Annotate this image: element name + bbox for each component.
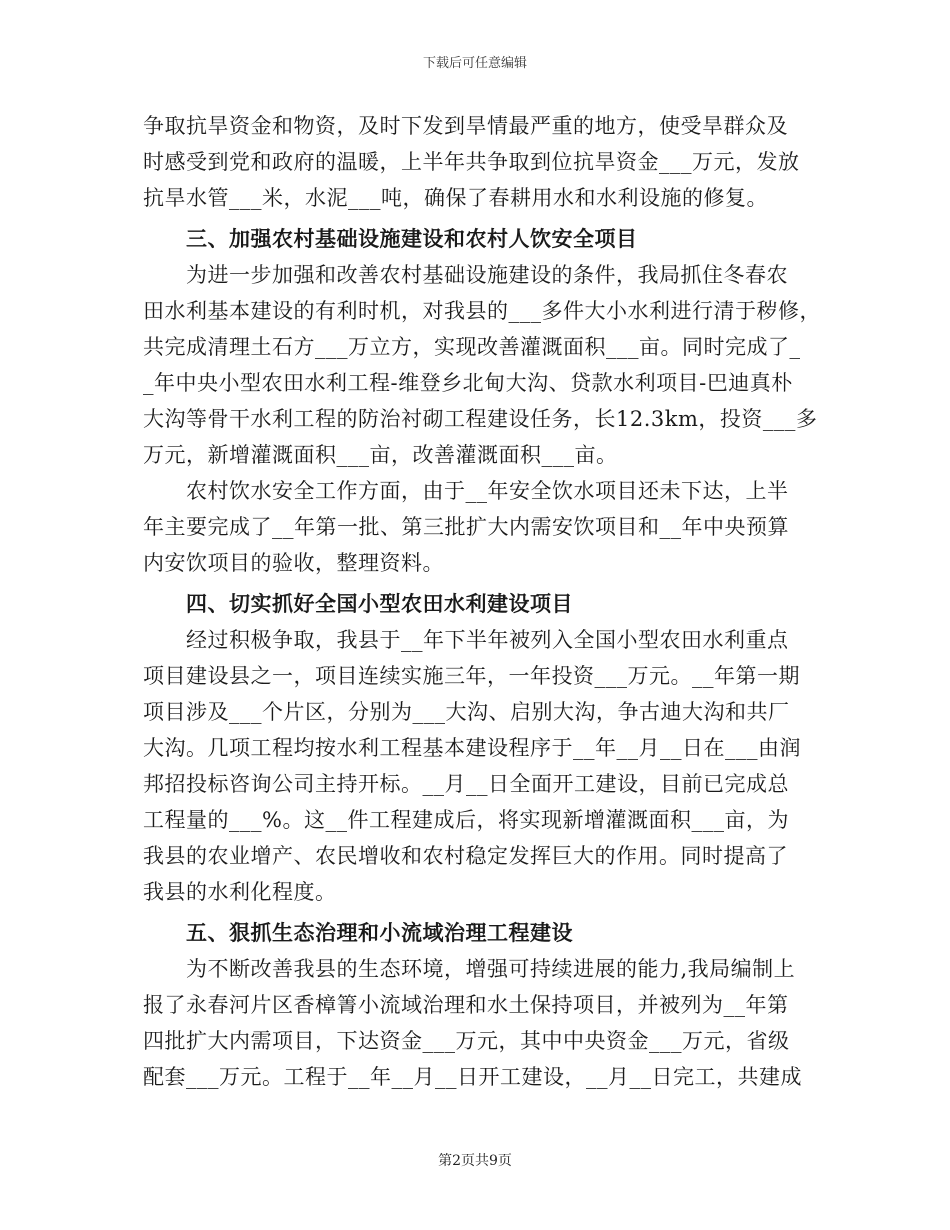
paragraph-line: 项目涉及___个片区，分别为___大沟、启别大沟，争古迪大沟和共厂 [143,700,790,724]
page-header: 下载后可任意编辑 [422,56,527,71]
section-heading: 五、狠抓生态治理和小流域治理工程建设 [186,920,573,945]
paragraph-line: 配套___万元。工程于__年__月__日开工建设，__月__日完工，共建成 [143,1065,802,1089]
paragraph-line: 年主要完成了__年第一批、第三批扩大内需安饮项目和__年中央预算 [143,515,789,539]
paragraph-line: 我县的农业增产、农民增收和农村稳定发挥巨大的作用。同时提高了 [143,844,788,868]
paragraph-line: 争取抗旱资金和物资，及时下发到旱情最严重的地方，使受旱群众及 [143,114,788,138]
paragraph-line: 为不断改善我县的生态环境，增强可持续进展的能力,我局编制上 [186,957,796,981]
paragraph-line: 时感受到党和政府的温暖，上半年共争取到位抗旱资金___万元，发放 [143,150,800,174]
document-body [143,108,821,1095]
page-number: 第2页共9页 [438,1153,512,1169]
paragraph-line: 田水利基本建设的有利时机，对我县的___多件大小水利进行清于秽修， [143,299,821,323]
paragraph-line: 抗旱水管___米，水泥___吨，确保了春耕用水和水利设施的修复。 [143,186,768,210]
paragraph-line: 万元，新增灌溉面积___亩，改善灌溉面积___亩。 [143,443,618,467]
paragraph-line: 内安饮项目的验收，整理资料。 [143,551,444,575]
paragraph-line: 我县的水利化程度。 [143,880,337,904]
paragraph-line: 经过积极争取，我县于__年下半年被列入全国小型农田水利重点 [186,628,789,652]
paragraph-line: 农村饮水安全工作方面，由于__年安全饮水项目还未下达，上半 [186,479,789,503]
paragraph-line: 邦招投标咨询公司主持开标。__月__日全面开工建设，目前已完成总 [143,772,789,796]
paragraph-line: 大沟。几项工程均按水利工程基本建设程序于__年__月__日在___由润 [143,736,801,760]
paragraph-line: 项目建设县之一，项目连续实施三年，一年投资___万元。__年第一期 [143,664,800,688]
paragraph-line: 报了永春河片区香樟箐小流域治理和水土保持项目，并被列为__年第 [143,993,789,1017]
paragraph-line: 工程量的___%。这__件工程建成后，将实现新增灌溉面积___亩，为 [143,808,789,832]
section-heading: 四、切实抓好全国小型农田水利建设项目 [186,591,573,616]
paragraph-line: 为进一步加强和改善农村基础设施建设的条件，我局抓住冬春农 [186,263,788,287]
section-heading: 三、加强农村基础设施建设和农村人饮安全项目 [186,226,638,251]
paragraph-line: 大沟等骨干水利工程的防治衬砌工程建设任务，长12.3km，投资___多 [143,407,818,431]
paragraph-line: 四批扩大内需项目，下达资金___万元，其中中央资金___万元，省级 [143,1029,790,1053]
paragraph-line: 共完成清理土石方___万立方，实现改善灌溉面积___亩。同时完成了_ [143,335,801,359]
paragraph-line: _年中央小型农田水利工程-维登乡北甸大沟、贷款水利项目-巴迪真朴 [143,371,793,395]
